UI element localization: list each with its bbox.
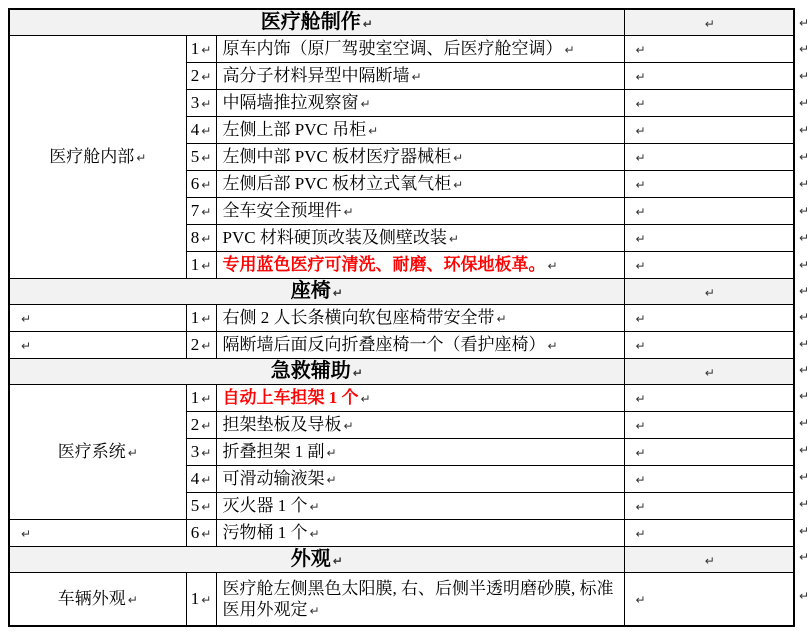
empty-cell[interactable] (624, 36, 794, 63)
row-end-mark (795, 62, 807, 89)
category-cell-empty[interactable] (9, 332, 186, 359)
item-text-highlighted: 专用蓝色医疗可清洗、耐磨、环保地板革。 (222, 255, 546, 275)
item-text: 可滑动输液架 (222, 469, 325, 489)
spec-table (8, 8, 795, 627)
paragraph-mark-icon: ↵ (362, 17, 373, 31)
paragraph-mark-icon: ↵ (635, 392, 646, 407)
section-title: 急救辅助 (270, 360, 351, 382)
section-title: 医疗舱制作 (260, 11, 361, 33)
empty-cell[interactable] (624, 198, 794, 225)
paragraph-mark-icon: ↵ (635, 43, 646, 58)
paragraph-mark-icon: ↵ (704, 365, 715, 380)
row-number[interactable] (186, 63, 216, 90)
paragraph-mark-icon: ↵ (799, 469, 809, 484)
item-description[interactable] (216, 144, 624, 171)
row-number-text: 4 (190, 469, 200, 489)
item-description[interactable] (216, 63, 624, 90)
row-number[interactable] (186, 573, 216, 627)
paragraph-mark-icon: ↵ (201, 593, 212, 608)
item-text: 高分子材料异型中隔断墙 (222, 66, 410, 86)
paragraph-mark-icon: ↵ (635, 500, 646, 515)
category-cell-empty[interactable] (9, 520, 186, 547)
empty-cell[interactable] (624, 385, 794, 412)
row-end-mark (795, 197, 807, 224)
item-text: 左侧中部 PVC 板材医疗器械柜 (222, 147, 452, 167)
item-description[interactable] (216, 90, 624, 117)
row-number-text: 2 (190, 66, 200, 86)
row-end-mark (795, 490, 807, 517)
row-number-text: 5 (190, 496, 200, 516)
row-number-text: 1 (190, 388, 200, 408)
paragraph-mark-icon: ↵ (799, 122, 809, 137)
row-end-mark (795, 251, 807, 278)
row-number[interactable] (186, 144, 216, 171)
paragraph-mark-icon: ↵ (547, 259, 558, 274)
paragraph-mark-icon: ↵ (201, 205, 212, 220)
row-end-mark (795, 517, 807, 544)
paragraph-mark-icon: ↵ (635, 312, 646, 327)
item-text: PVC 材料硬顶改装及侧壁改装 (222, 228, 447, 248)
paragraph-mark-icon: ↵ (21, 527, 32, 542)
category-label: 车辆外观 (57, 589, 126, 609)
table-row (9, 36, 794, 63)
paragraph-mark-icon: ↵ (201, 43, 212, 58)
paragraph-mark-icon: ↵ (564, 43, 575, 58)
paragraph-mark-icon: ↵ (799, 442, 809, 457)
section-title: 外观 (290, 548, 331, 570)
paragraph-mark-icon: ↵ (201, 527, 212, 542)
paragraph-mark-icon: ↵ (704, 553, 715, 568)
paragraph-mark-icon: ↵ (635, 205, 646, 220)
empty-cell[interactable] (624, 279, 794, 305)
item-text: 灭火器 1 个 (222, 496, 308, 516)
row-number[interactable] (186, 225, 216, 252)
row-end-mark (795, 10, 807, 35)
empty-cell[interactable] (624, 466, 794, 493)
section-header-row (9, 547, 794, 573)
paragraph-mark-icon: ↵ (799, 362, 809, 377)
item-description[interactable] (216, 305, 624, 332)
row-number[interactable] (186, 466, 216, 493)
paragraph-mark-icon: ↵ (201, 178, 212, 193)
paragraph-mark-icon: ↵ (201, 232, 212, 247)
row-end-mark (795, 382, 807, 409)
item-text: 右侧 2 人长条横向软包座椅带安全带 (222, 308, 495, 328)
paragraph-mark-icon: ↵ (453, 178, 464, 193)
row-number-text: 3 (190, 442, 200, 462)
item-description[interactable] (216, 225, 624, 252)
paragraph-mark-icon: ↵ (360, 392, 371, 407)
section-title-cell[interactable] (9, 279, 624, 305)
row-end-mark (795, 89, 807, 116)
paragraph-mark-icon: ↵ (799, 68, 809, 83)
row-number[interactable] (186, 412, 216, 439)
paragraph-mark-icon: ↵ (201, 419, 212, 434)
paragraph-mark-icon: ↵ (799, 149, 809, 164)
paragraph-mark-icon: ↵ (201, 70, 212, 85)
row-number-text: 2 (190, 335, 200, 355)
empty-cell[interactable] (624, 90, 794, 117)
item-description[interactable] (216, 117, 624, 144)
paragraph-mark-icon: ↵ (799, 203, 809, 218)
row-number-text: 5 (190, 147, 200, 167)
empty-cell[interactable] (624, 117, 794, 144)
paragraph-mark-icon: ↵ (635, 339, 646, 354)
row-number[interactable] (186, 117, 216, 144)
paragraph-mark-icon: ↵ (448, 232, 459, 247)
paragraph-mark-icon: ↵ (704, 285, 715, 300)
paragraph-mark-icon: ↵ (799, 523, 809, 538)
paragraph-mark-icon: ↵ (201, 392, 212, 407)
row-end-mark (795, 224, 807, 251)
category-cell[interactable] (9, 36, 186, 279)
row-number[interactable] (186, 493, 216, 520)
empty-cell[interactable] (624, 225, 794, 252)
paragraph-mark-icon: ↵ (201, 446, 212, 461)
item-description[interactable] (216, 36, 624, 63)
table-row (9, 573, 794, 627)
empty-cell[interactable] (624, 493, 794, 520)
paragraph-mark-icon: ↵ (799, 283, 809, 298)
paragraph-mark-icon: ↵ (635, 232, 646, 247)
row-end-mark (795, 143, 807, 170)
paragraph-mark-icon: ↵ (799, 496, 809, 511)
item-text: 中隔墙推拉观察窗 (222, 93, 359, 113)
row-number[interactable] (186, 252, 216, 279)
table-row (9, 332, 794, 359)
paragraph-mark-icon: ↵ (635, 527, 646, 542)
empty-cell[interactable] (624, 547, 794, 573)
section-title: 座椅 (290, 280, 331, 302)
paragraph-mark-icon: ↵ (201, 312, 212, 327)
row-number-text: 7 (190, 201, 200, 221)
paragraph-mark-icon: ↵ (799, 309, 809, 324)
row-number[interactable] (186, 36, 216, 63)
paragraph-mark-icon: ↵ (635, 70, 646, 85)
row-number[interactable] (186, 439, 216, 466)
section-header-row (9, 9, 794, 36)
item-description[interactable] (216, 198, 624, 225)
empty-cell[interactable] (624, 305, 794, 332)
item-text: 担架垫板及导板 (222, 415, 342, 435)
item-text: 原车内饰（原厂驾驶室空调、后医疗舱空调） (222, 39, 563, 59)
empty-cell[interactable] (624, 439, 794, 466)
paragraph-mark-icon: ↵ (201, 339, 212, 354)
paragraph-mark-icon: ↵ (547, 339, 558, 354)
item-description[interactable] (216, 573, 624, 627)
row-end-mark (795, 463, 807, 490)
row-number-text: 2 (190, 415, 200, 435)
row-number-text: 3 (190, 93, 200, 113)
paragraph-mark-icon: ↵ (799, 549, 809, 564)
empty-cell[interactable] (624, 63, 794, 90)
paragraph-mark-icon: ↵ (453, 151, 464, 166)
paragraph-mark-icon: ↵ (343, 205, 354, 220)
row-end-mark (795, 303, 807, 330)
row-end-mark (795, 170, 807, 197)
paragraph-mark-icon: ↵ (799, 388, 809, 403)
item-description[interactable] (216, 252, 624, 279)
row-number-text: 8 (190, 228, 200, 248)
paragraph-mark-icon: ↵ (368, 124, 379, 139)
paragraph-mark-icon: ↵ (411, 70, 422, 85)
item-text-highlighted: 自动上车担架 1 个 (222, 388, 359, 408)
row-number-text: 1 (190, 39, 200, 59)
empty-cell[interactable] (624, 252, 794, 279)
table-row (9, 305, 794, 332)
paragraph-mark-icon: ↵ (21, 312, 32, 327)
table-row (9, 520, 794, 547)
item-text: 污物桶 1 个 (222, 523, 308, 543)
row-end-mark (795, 569, 807, 622)
table-row (9, 385, 794, 412)
row-end-mark (795, 436, 807, 463)
item-text: 全车安全预埋件 (222, 201, 342, 221)
category-cell[interactable] (9, 573, 186, 627)
empty-cell[interactable] (624, 171, 794, 198)
row-end-mark (795, 35, 807, 62)
row-number-text: 4 (190, 120, 200, 140)
item-description[interactable] (216, 332, 624, 359)
paragraph-mark-icon: ↵ (201, 473, 212, 488)
item-text: 折叠担架 1 副 (222, 442, 325, 462)
empty-cell[interactable] (624, 412, 794, 439)
row-number[interactable] (186, 520, 216, 547)
paragraph-mark-icon: ↵ (127, 593, 138, 608)
row-number[interactable] (186, 305, 216, 332)
category-label: 医疗系统 (57, 442, 126, 462)
row-number-text: 1 (190, 255, 200, 275)
paragraph-mark-icon: ↵ (635, 446, 646, 461)
paragraph-mark-icon: ↵ (360, 97, 371, 112)
category-label: 医疗舱内部 (49, 147, 135, 167)
paragraph-mark-icon: ↵ (332, 286, 343, 300)
section-title-cell[interactable] (9, 359, 624, 385)
paragraph-mark-icon: ↵ (21, 339, 32, 354)
item-text: 隔断墙后面反向折叠座椅一个（看护座椅） (222, 335, 546, 355)
empty-cell[interactable] (624, 9, 794, 36)
section-title-cell[interactable] (9, 9, 624, 36)
row-number-text: 1 (190, 308, 200, 328)
paragraph-mark-icon: ↵ (635, 178, 646, 193)
paragraph-mark-icon: ↵ (309, 527, 320, 542)
row-number[interactable] (186, 385, 216, 412)
empty-cell[interactable] (624, 332, 794, 359)
item-text: 左侧上部 PVC 吊柜 (222, 120, 367, 140)
empty-cell[interactable] (624, 573, 794, 627)
paragraph-mark-icon: ↵ (799, 95, 809, 110)
row-end-mark (795, 409, 807, 436)
paragraph-mark-icon: ↵ (343, 419, 354, 434)
paragraph-mark-icon: ↵ (201, 97, 212, 112)
item-description[interactable] (216, 493, 624, 520)
row-number-text: 6 (190, 523, 200, 543)
item-description[interactable] (216, 171, 624, 198)
item-description[interactable] (216, 439, 624, 466)
row-end-mark (795, 330, 807, 357)
paragraph-mark-icon: ↵ (326, 446, 337, 461)
paragraph-mark-icon: ↵ (201, 500, 212, 515)
item-description[interactable] (216, 412, 624, 439)
section-header-row (9, 279, 794, 305)
paragraph-mark-icon: ↵ (352, 366, 363, 380)
empty-cell[interactable] (624, 144, 794, 171)
paragraph-mark-icon: ↵ (136, 151, 147, 166)
row-number-text: 1 (190, 589, 200, 609)
section-title-cell[interactable] (9, 547, 624, 573)
paragraph-mark-icon: ↵ (309, 500, 320, 515)
paragraph-mark-icon: ↵ (635, 97, 646, 112)
item-text: 左侧后部 PVC 板材立式氧气柜 (222, 174, 452, 194)
paragraph-mark-icon: ↵ (799, 176, 809, 191)
paragraph-mark-icon: ↵ (799, 588, 809, 603)
paragraph-mark-icon: ↵ (799, 415, 809, 430)
item-text: 医疗舱左侧黑色太阳膜, 右、后侧半透明磨砂膜, 标准医用外观定 (222, 578, 614, 619)
paragraph-mark-icon: ↵ (635, 124, 646, 139)
row-number-text: 6 (190, 174, 200, 194)
paragraph-mark-icon: ↵ (799, 336, 809, 351)
item-description[interactable] (216, 466, 624, 493)
empty-cell[interactable] (624, 359, 794, 385)
category-cell-empty[interactable] (9, 305, 186, 332)
paragraph-mark-icon: ↵ (635, 593, 646, 608)
paragraph-mark-icon: ↵ (704, 16, 715, 31)
paragraph-mark-icon: ↵ (799, 230, 809, 245)
paragraph-mark-icon: ↵ (496, 312, 507, 327)
empty-cell[interactable] (624, 520, 794, 547)
item-description[interactable] (216, 385, 624, 412)
section-header-row (9, 359, 794, 385)
row-number[interactable] (186, 332, 216, 359)
paragraph-mark-icon: ↵ (201, 259, 212, 274)
paragraph-mark-icon: ↵ (201, 124, 212, 139)
paragraph-mark-icon: ↵ (799, 257, 809, 272)
paragraph-mark-icon: ↵ (326, 473, 337, 488)
paragraph-mark-icon: ↵ (799, 15, 809, 30)
category-cell[interactable] (9, 385, 186, 520)
paragraph-mark-icon: ↵ (635, 151, 646, 166)
row-end-mark (795, 544, 807, 569)
paragraph-mark-icon: ↵ (201, 151, 212, 166)
row-number[interactable] (186, 90, 216, 117)
paragraph-mark-icon: ↵ (127, 446, 138, 461)
paragraph-mark-icon: ↵ (635, 473, 646, 488)
paragraph-mark-icon: ↵ (799, 41, 809, 56)
row-end-marks-gutter (795, 10, 807, 622)
row-end-mark (795, 116, 807, 143)
item-description[interactable] (216, 520, 624, 547)
paragraph-mark-icon: ↵ (332, 554, 343, 568)
paragraph-mark-icon: ↵ (635, 259, 646, 274)
row-number[interactable] (186, 198, 216, 225)
paragraph-mark-icon: ↵ (309, 604, 320, 618)
paragraph-mark-icon: ↵ (635, 419, 646, 434)
row-number[interactable] (186, 171, 216, 198)
row-end-mark (795, 357, 807, 382)
row-end-mark (795, 278, 807, 303)
